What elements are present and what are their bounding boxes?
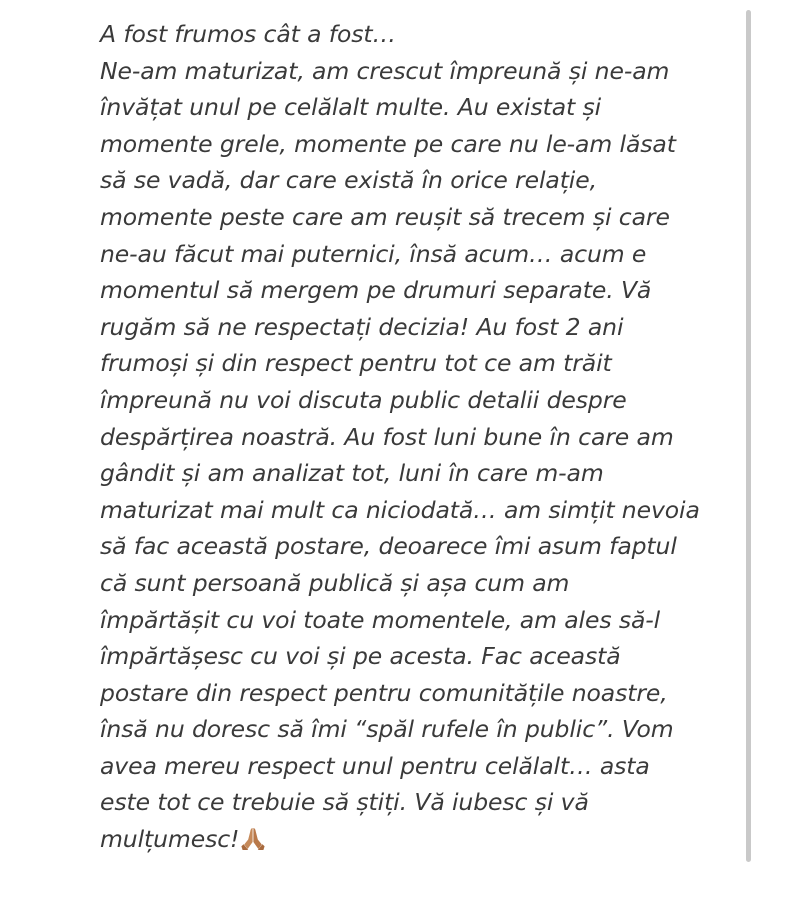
note-line: este tot ce trebuie să știți. Vă iubesc și vă bbox=[100, 788, 589, 817]
note-line: maturizat mai mult ca niciodată… am simțit nevoia bbox=[100, 495, 700, 524]
note-line: rugăm să ne respectați decizia! Au fost 2 ani bbox=[100, 312, 624, 341]
note-line: postare din respect pentru comunitățile noastre, bbox=[100, 678, 668, 707]
note-line: că sunt persoană publică și așa cum am bbox=[100, 568, 570, 597]
note-line: împreună nu voi discuta public detalii despre bbox=[100, 385, 627, 414]
note-line: Ne-am maturizat, am crescut împreună și ne-am bbox=[100, 56, 670, 85]
note-line: învățat unul pe celălalt multe. Au existat și bbox=[100, 93, 602, 122]
note-line: însă nu doresc să îmi “spăl rufele în public”. Vom bbox=[100, 715, 674, 744]
note-line: frumoși și din respect pentru tot ce am trăit bbox=[100, 349, 612, 378]
note-line: momente peste care am reușit să trecem și care bbox=[100, 202, 670, 231]
note-line: să se vadă, dar care există în orice relație, bbox=[100, 166, 597, 195]
note-line: A fost frumos cât a fost… bbox=[100, 20, 396, 48]
note-line: despărțirea noastră. Au fost luni bune în care am bbox=[100, 422, 674, 451]
folded-hands-icon bbox=[240, 825, 266, 862]
note-line-last-text: mulțumesc! bbox=[100, 825, 240, 854]
note-text[interactable] bbox=[100, 16, 740, 862]
note-line: momentul să mergem pe drumuri separate. Vă bbox=[100, 276, 652, 305]
note-line: ne-au făcut mai puternici, însă acum… acum e bbox=[100, 239, 647, 268]
note-line-last bbox=[100, 821, 740, 862]
note-line: gândit și am analizat tot, luni în care m-am bbox=[100, 459, 604, 488]
note-line: avea mereu respect unul pentru celălalt… asta bbox=[100, 751, 650, 780]
note-line: să fac această postare, deoarece îmi asum faptul bbox=[100, 532, 677, 561]
note-line: împărtășesc cu voi și pe acesta. Fac această bbox=[100, 642, 621, 671]
note-line: momente grele, momente pe care nu le-am lăsat bbox=[100, 129, 676, 158]
scrollbar[interactable] bbox=[746, 10, 751, 862]
note-line: împărtășit cu voi toate momentele, am ales să-l bbox=[100, 605, 661, 634]
